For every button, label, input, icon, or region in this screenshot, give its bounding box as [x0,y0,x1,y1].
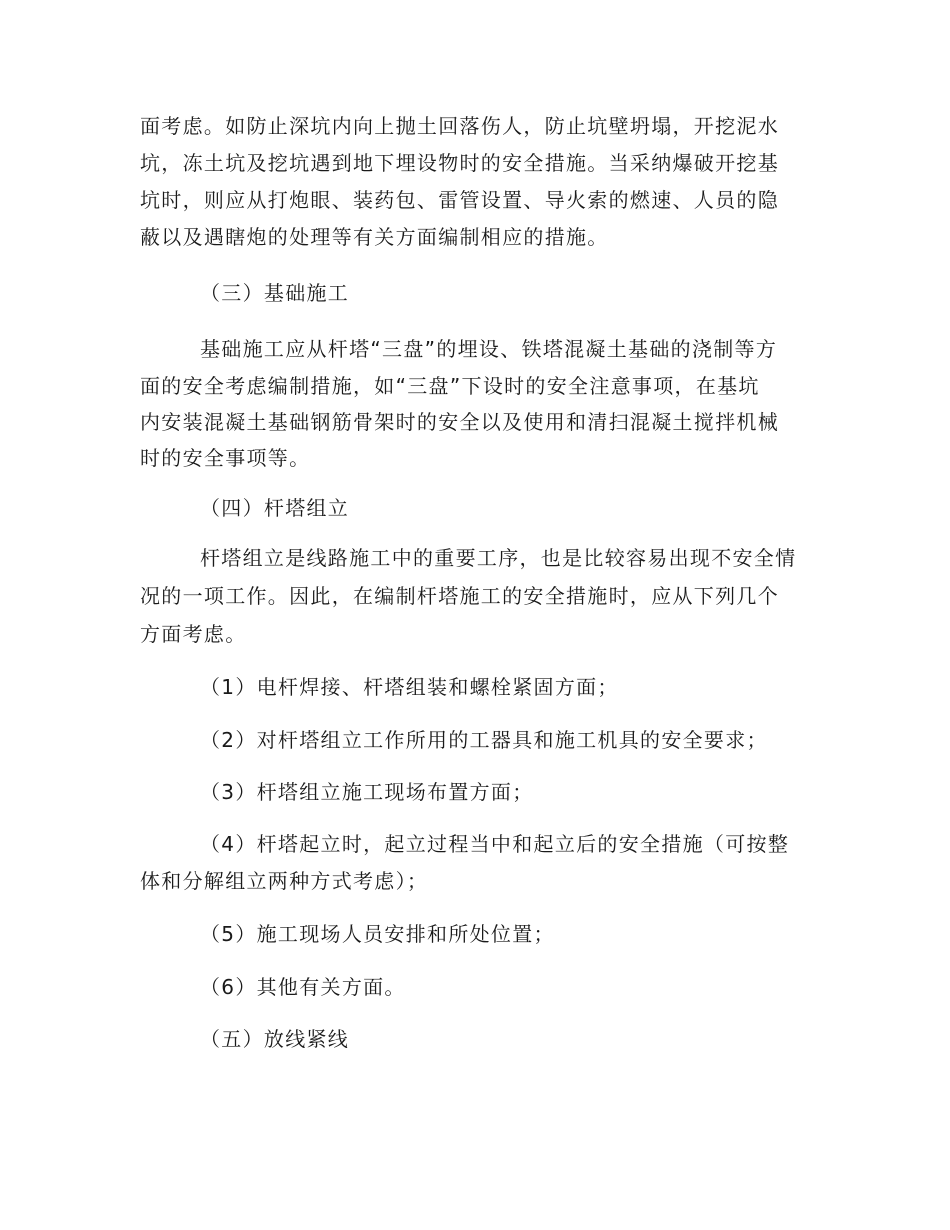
paragraph-line: 况的一项工作。因此，在编制杆塔施工的安全措施时，应从下列几个 [140,584,779,608]
list-item-continuation: 体和分解组立两种方式考虑）； [140,869,429,893]
paragraph-line: 坑，冻土坑及挖坑遇到地下埋设物时的安全措施。当采纳爆破开挖基 [140,151,779,175]
list-item: （3）杆塔组立施工现场布置方面； [200,780,534,804]
paragraph-line: 方面考虑。 [140,622,247,646]
paragraph-line: 面的安全考虑编制措施，如“三盘”下设时的安全注意事项，在基坑 [140,374,760,398]
list-item: （4）杆塔起立时，起立过程当中和起立后的安全措施（可按整 [200,832,790,856]
paragraph-line: 基础施工应从杆塔“三盘”的埋设、铁塔混凝土基础的浇制等方 [200,337,778,361]
section-heading-3: （三）基础施工 [200,281,350,305]
paragraph-line: 坑时，则应从打炮眼、装药包、雷管设置、导火索的燃速、人员的隐 [140,188,779,212]
paragraph-line: 内安装混凝土基础钢筋骨架时的安全以及使用和清扫混凝土搅拌机械 [140,410,779,434]
list-item: （2）对杆塔组立工作所用的工器具和施工机具的安全要求； [200,728,768,752]
paragraph-line: 杆塔组立是线路施工中的重要工序，也是比较容易出现不安全情 [200,546,797,570]
paragraph-line: 面考虑。如防止深坑内向上抛土回落伤人，防止坑壁坍塌，开挖泥水 [140,114,779,138]
list-item: （1）电杆焊接、杆塔组装和螺栓紧固方面； [200,675,619,699]
list-item: （5）施工现场人员安排和所处位置； [200,922,555,946]
section-heading-5: （五）放线紧线 [200,1027,350,1051]
list-item: （6）其他有关方面。 [200,975,406,999]
paragraph-line: 时的安全事项等。 [140,446,311,470]
section-heading-4: （四）杆塔组立 [200,496,350,520]
paragraph-line: 蔽以及遇瞎炮的处理等有关方面编制相应的措施。 [140,225,609,249]
